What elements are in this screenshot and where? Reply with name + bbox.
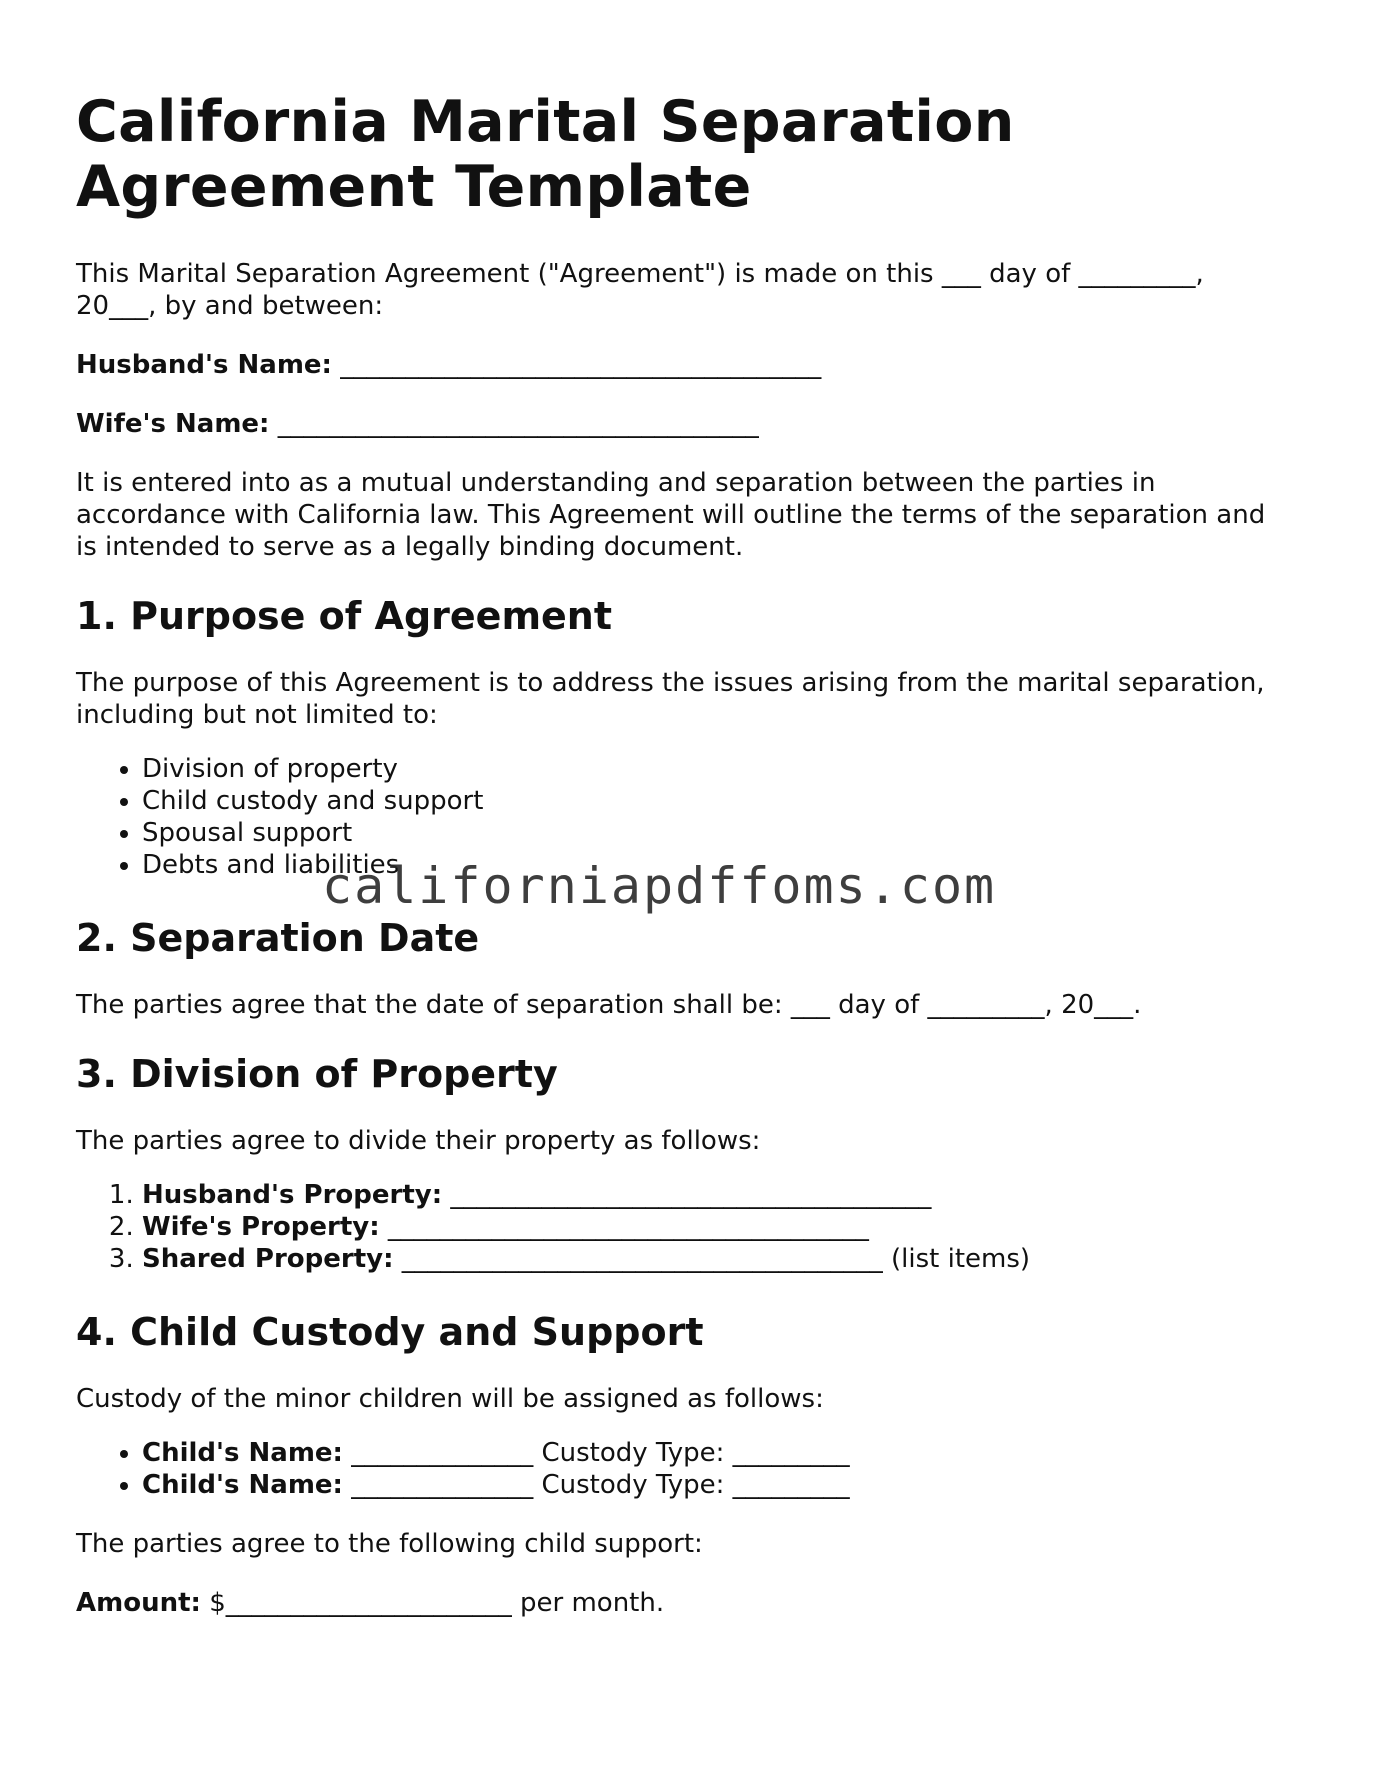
list-item: • Child custody and support xyxy=(142,785,1266,817)
watermark: californiapdffoms.com xyxy=(322,857,997,915)
section-date-text: The parties agree that the date of separation shall be: ___ day of _________, 20___. xyxy=(76,990,1142,1020)
amount-label: Amount: xyxy=(76,1588,201,1618)
shared-property-label: Shared Property: xyxy=(142,1244,394,1274)
section-custody-text: Custody of the minor children will be assigned as follows: xyxy=(76,1384,824,1414)
wife-name-field xyxy=(76,408,1266,440)
title-line-1: California Marital Separation xyxy=(76,89,1015,155)
wife-property-label: Wife's Property: xyxy=(142,1212,380,1242)
husband-property-label: Husband's Property: xyxy=(142,1180,443,1210)
shared-property-blank: _____________________________________ xyxy=(401,1244,883,1274)
section-purpose-text: The purpose of this Agreement is to address the issues arising from the marital separation, including but not limited to: xyxy=(76,668,1265,730)
section-property-text: The parties agree to divide their property as follows: xyxy=(76,1126,761,1156)
amount-suffix: per month. xyxy=(520,1588,665,1618)
husband-name-label: Husband's Name: xyxy=(76,350,332,380)
child-support-text: The parties agree to the following child support: xyxy=(76,1529,703,1559)
custody-type-blank: _________ xyxy=(732,1438,850,1468)
section-purpose-title: 1. Purpose of Agreement xyxy=(76,594,613,638)
wife-property-blank: _____________________________________ xyxy=(387,1212,869,1242)
list-item xyxy=(142,1437,1266,1469)
custody-type-label: Custody Type: xyxy=(541,1470,725,1500)
list-item: • Debts and liabilities xyxy=(142,849,1266,881)
section-property-title: 3. Division of Property xyxy=(76,1052,558,1096)
amount-field xyxy=(76,1587,1266,1619)
page-title xyxy=(76,90,1266,220)
list-item xyxy=(142,1469,1266,1501)
child-name-label: Child's Name: xyxy=(142,1470,343,1500)
wife-name-label: Wife's Name: xyxy=(76,409,270,439)
husband-name-blank: _____________________________________ xyxy=(340,350,822,380)
wife-name-blank: _____________________________________ xyxy=(277,409,759,439)
child-name-label: Child's Name: xyxy=(142,1438,343,1468)
intro-paragraph: This Marital Separation Agreement ("Agreement") is made on this ___ day of _________, 20___, by and between: xyxy=(76,259,1204,321)
child-name-blank: ______________ xyxy=(351,1470,534,1500)
list-item xyxy=(142,1243,1266,1275)
custody-type-blank: _________ xyxy=(732,1470,850,1500)
section-custody-title: 4. Child Custody and Support xyxy=(76,1310,704,1354)
property-list xyxy=(76,1179,1266,1275)
list-item xyxy=(142,1211,1266,1243)
list-item: • Division of property xyxy=(142,753,1266,785)
custody-list xyxy=(76,1437,1266,1501)
title-line-2: Agreement Template xyxy=(76,154,752,220)
child-name-blank: ______________ xyxy=(351,1438,534,1468)
section-date-title: 2. Separation Date xyxy=(76,916,480,960)
husband-name-field xyxy=(76,349,1266,381)
shared-property-suffix: (list items) xyxy=(891,1244,1031,1274)
list-item: • Spousal support xyxy=(142,817,1266,849)
entered-paragraph: It is entered into as a mutual understanding and separation between the parties in accordance with California law. This Agreement will outline the terms of the separation and is intended to serve as a legally binding document. xyxy=(76,468,1266,562)
husband-property-blank: _____________________________________ xyxy=(450,1180,932,1210)
amount-blank: $______________________ xyxy=(209,1588,512,1618)
list-item xyxy=(142,1179,1266,1211)
custody-type-label: Custody Type: xyxy=(541,1438,725,1468)
